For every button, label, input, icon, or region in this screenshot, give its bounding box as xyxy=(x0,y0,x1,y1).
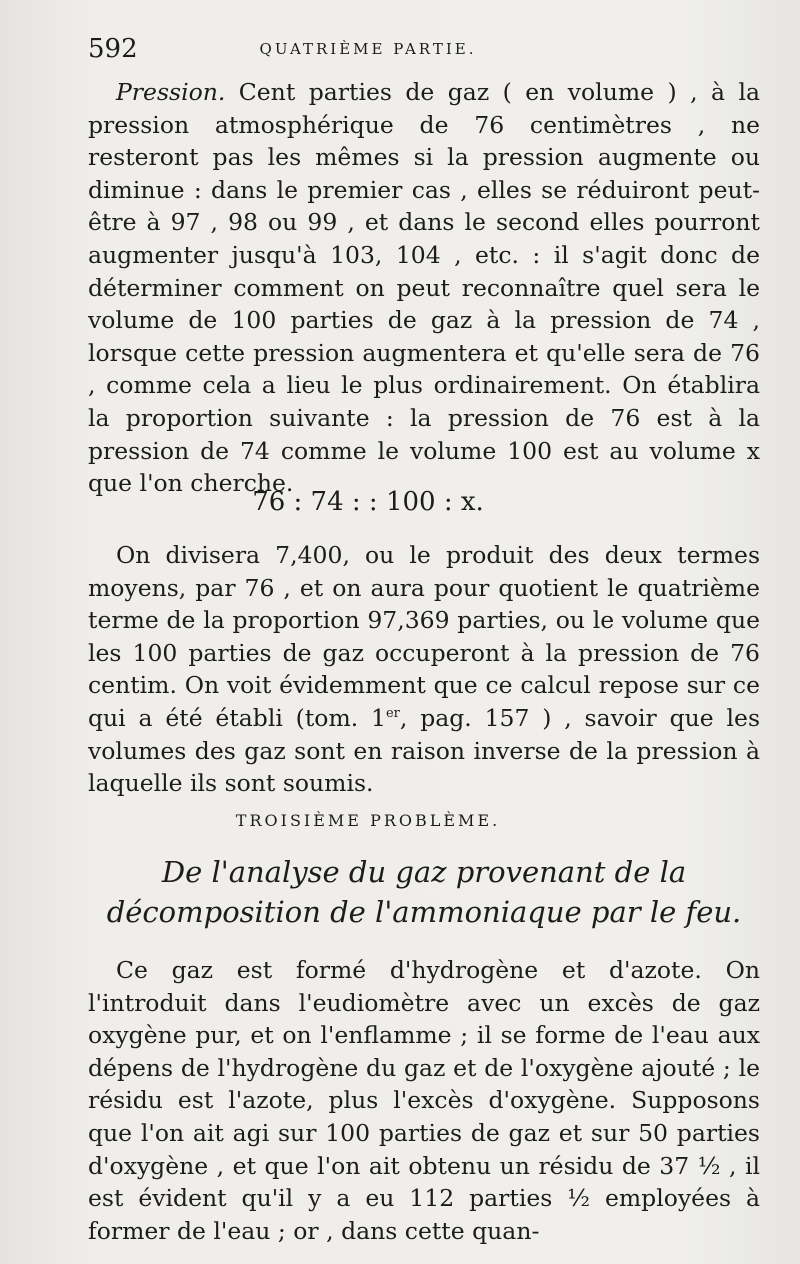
paragraph-text xyxy=(88,539,760,800)
section-title: De l'analyse du gaz provenant de la décomposition de l'ammoniaque par le feu. xyxy=(106,855,742,929)
paragraph-body: Cent parties de gaz ( en volume ) , à la pression atmosphérique de 76 centimètres , ne resteront pas les mêmes si la pression augmente ou diminue : dans le premier cas , elles se réduiront peut-être à 97 , 98 ou 99 , et dans le second elles pourront augmenter jusqu'à 103, 104 , etc. : il s'agit donc de déterminer comment on peut reconnaître quel sera le volume de 100 parties de gaz à la pression de 74 , lorsque cette pression augmentera et qu'elle sera de 76 , comme cela a lieu le plus ordinairement. On établira la proportion suivante : la pression de 76 est à la pression de 74 comme le volume 100 est au volume x que l'on cherche. xyxy=(88,78,760,498)
paragraph-pression xyxy=(88,76,760,500)
page-number: 592 xyxy=(88,34,138,64)
page-header xyxy=(88,34,760,68)
paragraph-gas-analysis xyxy=(88,954,760,1247)
paragraph-text: Ce gaz est formé d'hydrogène et d'azote. On l'introduit dans l'eudiomètre avec un excès de gaz oxygène pur, et on l'enflamme ; il se forme de l'eau aux dépens de l'hydrogène du gaz et de l'oxygène ajouté ; le résidu est l'azote, plus l'excès d'oxygène. Supposons que l'on ait agi sur 100 parties de gaz et sur 50 parties d'oxygène , et que l'on ait obtenu un résidu de 37 ½ , il est évident qu'il y a eu 112 parties ½ employées à former de l'eau ; or , dans cette quan- xyxy=(88,956,760,1245)
paragraph-lead-term: Pression. xyxy=(116,78,226,106)
proportion-equation: 76 : 74 : : 100 : x. xyxy=(252,487,484,517)
section-heading: TROISIÈME PROBLÈME. xyxy=(235,811,501,830)
paragraph-calculation xyxy=(88,539,760,800)
paragraph-body-after: , pag. 157 ) , savoir que les volumes des gaz sont en raison inverse de la pression à laquelle ils sont soumis. xyxy=(88,703,760,798)
paragraph-text xyxy=(88,76,760,500)
paragraph-body-before: On divisera 7,400, ou le produit des deux termes moyens, par 76 , et on aura pour quotient le quatrième terme de la proportion 97,369 parties, ou le volume que les 100 parties de gaz occuperont à la pression de 76 centim. On voit évidemment que ce calcul repose sur ce qui a été établi (tom. 1 xyxy=(88,541,760,732)
superscript-er: er xyxy=(385,706,400,722)
running-title: QUATRIÈME PARTIE. xyxy=(259,40,477,58)
